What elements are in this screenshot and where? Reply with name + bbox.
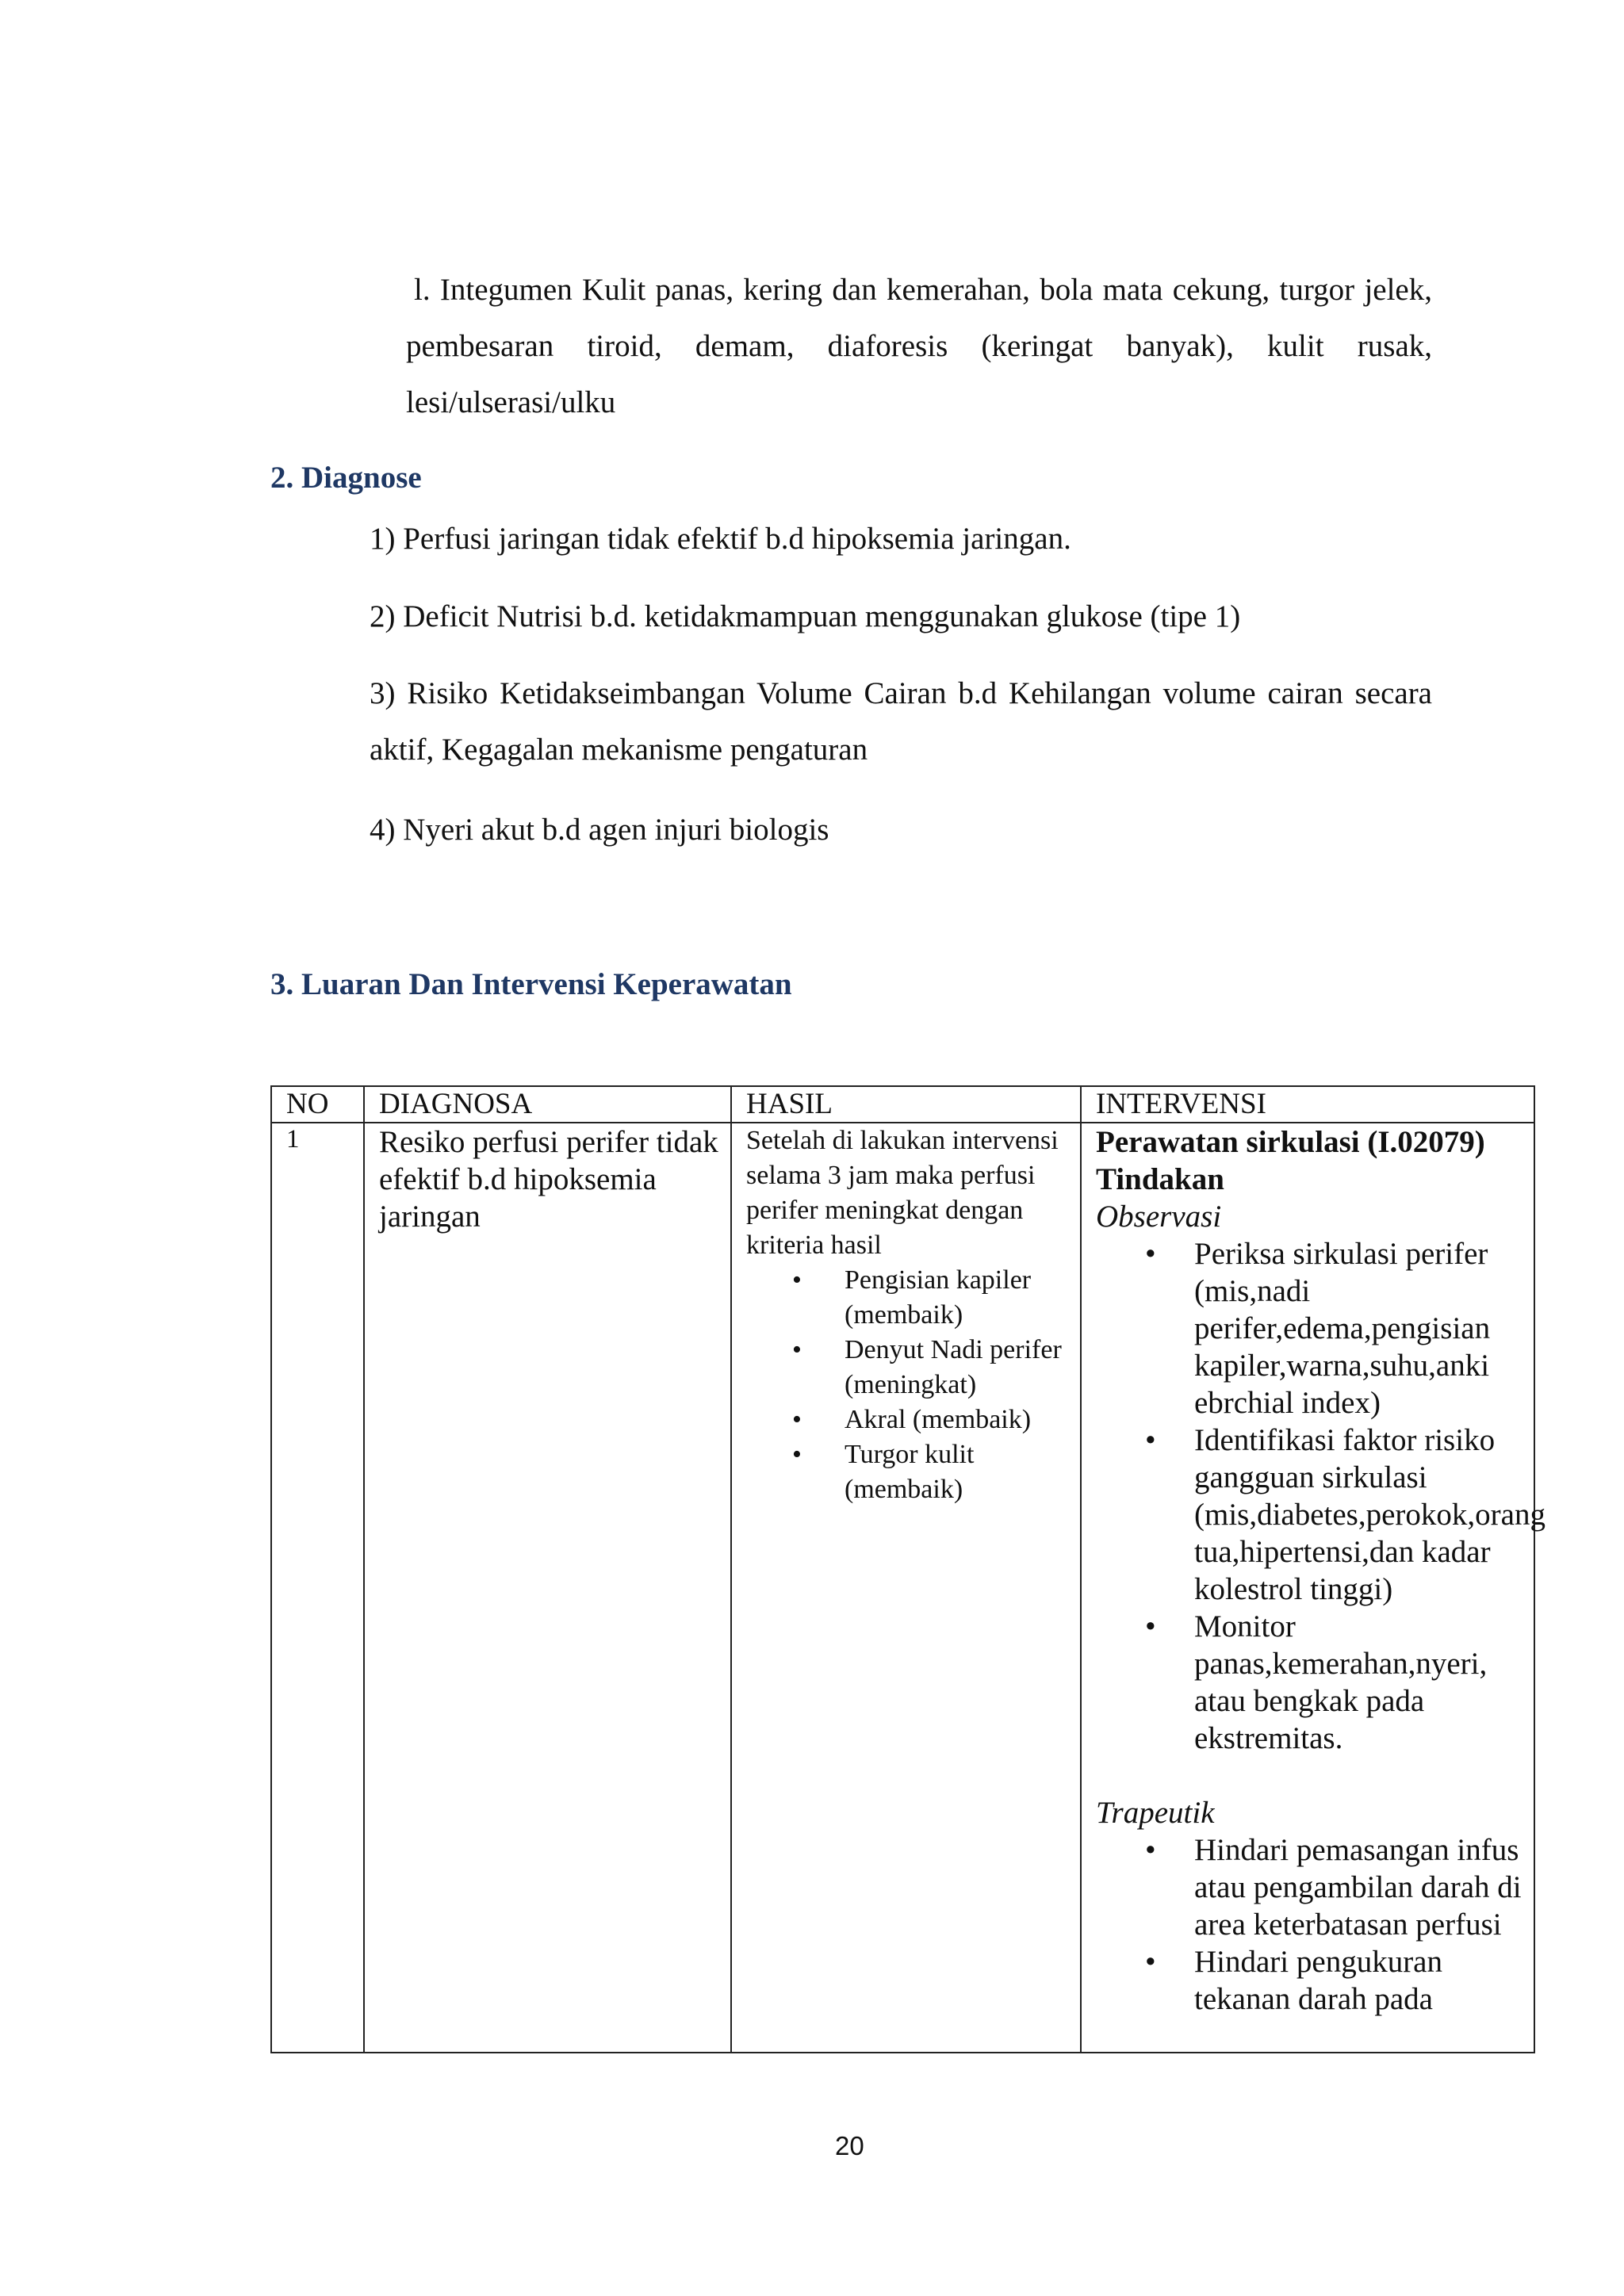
diagnose-item-1: 1) Perfusi jaringan tidak efektif b.d hipoksemia jaringan.	[370, 522, 1071, 556]
observasi-list	[1096, 1235, 1545, 1757]
cell-hasil	[731, 1123, 1081, 2053]
intervensi-title: Perawatan sirkulasi (I.02079)	[1096, 1125, 1485, 1159]
trapeutik-list-item: • Hindari pemasangan infus atau pengambilan darah di area keterbatasan perfusi	[1145, 1833, 1522, 1942]
bullet-icon: •	[1145, 1237, 1156, 1271]
observasi-label: Observasi	[1096, 1200, 1222, 1234]
cell-diagnosa: Resiko perfusi perifer tidak efektif b.d hipoksemia jaringan	[364, 1123, 731, 2053]
section-heading-diagnose: 2. Diagnose	[270, 461, 422, 495]
hasil-intro: Setelah di lakukan intervensi selama 3 jam maka perfusi perifer meningkat dengan kriteria hasil	[746, 1126, 1059, 1260]
page-number: 20	[835, 2131, 864, 2160]
observasi-list-item: • Identifikasi faktor risiko gangguan sirkulasi (mis,diabetes,perokok,orang tua,hipertensi,dan kadar kolestrol tinggi)	[1145, 1423, 1545, 1606]
hasil-list-item: • Akral (membaik)	[746, 1402, 1080, 1437]
bullet-icon: •	[792, 1265, 802, 1295]
integumen-paragraph: l. Integumen Kulit panas, kering dan kemerahan, bola mata cekung, turgor jelek, pembesaran tiroid, demam, diaforesis (keringat banyak), kulit rusak, lesi/ulserasi/ulku	[406, 273, 1432, 419]
bullet-icon: •	[1145, 1833, 1156, 1867]
cell-intervensi	[1081, 1123, 1545, 2053]
bullet-icon: •	[792, 1405, 802, 1434]
header-no: NO	[271, 1086, 364, 1123]
bullet-icon: •	[1145, 1423, 1156, 1457]
observasi-list-item: • Monitor panas,kemerahan,nyeri, atau bengkak pada ekstremitas.	[1145, 1609, 1488, 1755]
hasil-list-item: • Denyut Nadi perifer (meningkat)	[746, 1333, 1080, 1402]
bullet-icon: •	[1145, 1945, 1156, 1979]
bullet-icon: •	[792, 1440, 802, 1469]
trapeutik-list-item: • Hindari pengukuran tekanan darah pada	[1145, 1945, 1442, 2016]
section-heading-luaran: 3. Luaran Dan Intervensi Keperawatan	[270, 967, 792, 1001]
hasil-list-item: • Pengisian kapiler (membaik)	[746, 1263, 1080, 1333]
intervensi-subtitle: Tindakan	[1096, 1162, 1224, 1196]
table-header-row	[271, 1086, 1534, 1123]
header-intervensi: INTERVENSI	[1081, 1086, 1534, 1123]
hasil-list	[746, 1263, 1080, 1507]
hasil-list-item: • Turgor kulit (membaik)	[746, 1437, 1080, 1507]
observasi-list-item: • Periksa sirkulasi perifer (mis,nadi perifer,edema,pengisian kapiler,warna,suhu,anki ebrchial index)	[1145, 1237, 1491, 1420]
trapeutik-label: Trapeutik	[1096, 1796, 1215, 1830]
cell-no: 1	[271, 1123, 364, 2053]
bullet-icon: •	[1145, 1609, 1156, 1644]
diagnose-item-4: 4) Nyeri akut b.d agen injuri biologis	[370, 813, 829, 847]
intervention-table	[270, 1085, 1545, 2053]
trapeutik-list	[1096, 1831, 1534, 2018]
diagnose-item-2: 2) Deficit Nutrisi b.d. ketidakmampuan menggunakan glukose (tipe 1)	[370, 599, 1241, 633]
diagnose-item-3: 3) Risiko Ketidakseimbangan Volume Cairan b.d Kehilangan volume cairan secara aktif, Kegagalan mekanisme pengaturan	[370, 676, 1432, 767]
table-row	[271, 1123, 1534, 2053]
header-hasil: HASIL	[731, 1086, 1081, 1123]
header-diagnosa: DIAGNOSA	[364, 1086, 731, 1123]
bullet-icon: •	[792, 1335, 802, 1364]
